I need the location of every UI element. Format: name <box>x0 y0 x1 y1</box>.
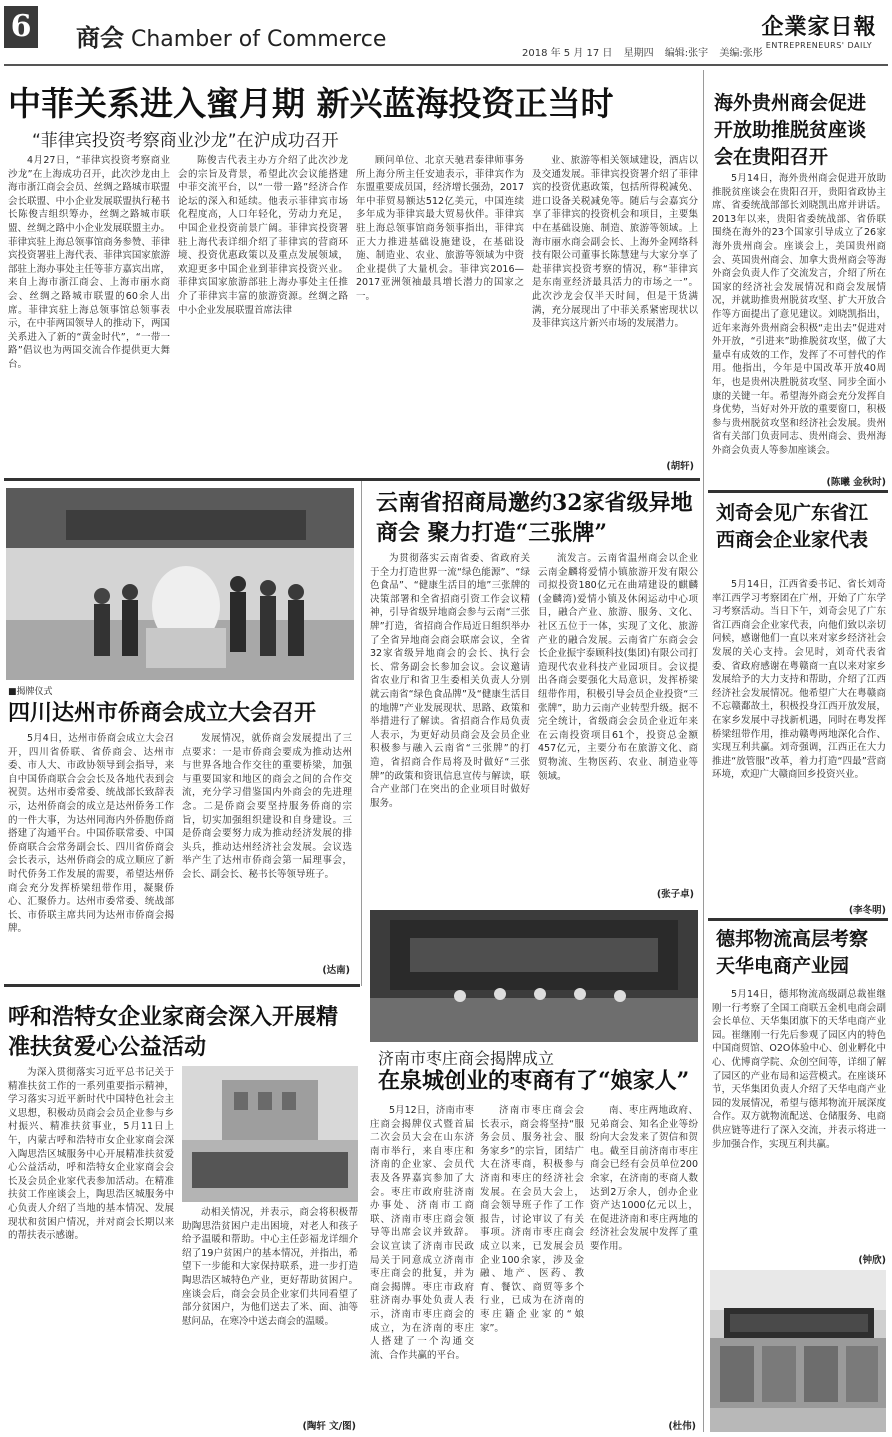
issue-meta <box>522 44 763 59</box>
lead-column-4 <box>532 154 698 454</box>
newspaper-logo <box>752 10 886 50</box>
storefront-illustration <box>710 1270 886 1432</box>
jinan-column-1 <box>370 1104 474 1432</box>
liu-text: 5月14日，江西省委书记、省长刘奇率江西学习考察团在广州，开始了广东学习考察活动。当日下午，刘奇会见了广东省江西商会企业家代表，向他们致以亲切问候，感谢他们一直以来对家乡经济社会发展的关心支持。会见时，刘奇代表省委、省政府感谢在粤赣商一直以来对家乡发展给予的大力支持和帮助，介绍了江西经济社会发展情况。他希望广大在粤赣商不忘赣鄱故土，积极投身江西开放发展，在家乡发展中寻找新机遇，同时在粤发挥桥梁纽带作用，推动赣粤两地深化合作、实现互利共赢。刘奇强调，江西正在大力推进“放管服”改革，着力打造“四最”营商环境，欢迎广大赣商回乡投资兴业。 <box>712 579 886 781</box>
section-title <box>76 18 386 53</box>
hohhot-col1-text: 为深入贯彻落实习近平总书记关于精准扶贫工作的一系列重要指示精神，学习落实习近平新时代中国特色社会主义思想，积极动员商会会员企业参与乡村振兴、精准扶贫事业，5月11日上午，内蒙古呼和浩特市女企业家商会深入陶思浩区城服务中心开展精准扶贫爱心公益活动，呼和浩特女企业家商会会长及会员企业家代表参加活动。在精准扶贫工作座谈会上，陶思浩区城服务中心负责人介绍了当地的基本情况、发展现状和贫困户情况，并对商会长期以来的帮扶表示感谢。 <box>8 1067 174 1242</box>
jinan-col1-text: 5月12日，济南市枣庄商会揭牌仪式暨首届二次会员大会在山东济南市举行，来自枣庄和济南的企业家、会员代表及各界嘉宾参加了大会。枣庄市政府驻济南办事处、济南市工商联、济南市枣庄商会领导等出席会议并致辞。会议宣读了济南市民政局关于同意成立济南市枣庄商会的批复，并为商会揭牌。枣庄市政府驻济南办事处负责人表示，济南市枣庄商会的成立，为在济南的枣庄人搭建了一个沟通交流、合作共赢的平台。 <box>370 1105 474 1361</box>
jinan-column-3 <box>590 1104 698 1408</box>
dazhou-column-2 <box>182 732 352 958</box>
debang-byline: (钟欣) <box>858 1255 886 1266</box>
debang-text: 5月14日，德邦物流高级副总裁崔继刚一行考察了全国工商联五金机电商会副会长单位、天华集团旗下的天华电商产业园。崔继刚一行先后参观了园区内的特色中国商贸馆、O2O体验中心、创业孵化中心、优博商学院、众创空间等，详细了解了园区的产业布局和运营模式。在座谈环节，天华集团负责人介绍了天华电商产业园的发展情况，希望与德邦物流开展深度合作。双方就物流配送、仓储服务、电商供应链等进行了深入交流，并表示将进一步加强合作，实现互利共赢。 <box>712 989 886 1150</box>
yunnan-col2-text: 流发言。云南省温州商会以企业云南金麟将爱情小镇旅游开发有限公司拟投资180亿元在曲靖建设的麒麟(金麟湾)爱情小镇及休闲运动中心项目，融合产业、旅游、服务、文化、社区五位于一体，实现了文化、旅游产业的融合发展。云南省广东商会会长企业振宇泰顾科技(集团)有限公司打造现代农业科技产业园项目。会议提出各商会要强化大局意识，发挥桥梁纽带作用，积极引导会员企业投资“三张牌”，助力云南产业转型升级。据不完全统计，省级商会会员企业近年来在云南投资项目61个，投资总金额457亿元，主要分布在旅游文化、商贸物流、生物医药、农业、制造业等领域。 <box>538 553 698 782</box>
debang-headline: 德邦物流高层考察天华电商产业园 <box>716 928 869 977</box>
editor-credit: 编辑:张宇 <box>664 48 709 59</box>
liu-body <box>712 578 886 896</box>
jinan-column-2 <box>480 1104 584 1432</box>
page-number: 6 <box>4 6 38 48</box>
dazhou-byline: (达南) <box>322 965 350 976</box>
liu-byline: (李冬明) <box>848 905 886 916</box>
mid-column-divider <box>361 480 362 986</box>
lead-column-2 <box>178 154 348 472</box>
hohhot-photo <box>182 1066 358 1202</box>
dazhou-photo <box>6 488 354 680</box>
hohhot-headline: 呼和浩特女企业家商会深入开展精准扶贫爱心公益活动 <box>8 1004 339 1060</box>
guizhou-byline: (陈曦 金秋时) <box>826 477 886 488</box>
lead-col1-text: 4月27日，“菲律宾投资考察商业沙龙”在上海成功召开，此次沙龙由上海市浙江商会会员、丝绸之路城市联盟会长联盟、中小企业发展联盟执行秘书长陈俊吉组织筹办，丝绸之路城市联盟、丝绸之路中小企业发展联盟主办。菲律宾驻上海总领事馆商务参赞、菲律宾投资署驻上海代表、菲律宾国家旅游部驻上海办事处主任等菲方嘉宾出席，来自上海市浙江商会、上海市丽水商会、丝绸之路城市联盟的60余人出席。菲律宾驻上海总领事馆总领事表示，在中菲两国领导人的推动下，两国关系进入了新的“黄金时代”，“一带一路”倡议也为两国交流合作提供更大舞台。 <box>8 155 170 370</box>
lead-subhead: “菲律宾投资考察商业沙龙”在沪成功召开 <box>32 131 339 151</box>
section-title-en: Chamber of Commerce <box>131 27 387 52</box>
issue-date: 2018 年 5 月 17 日 <box>522 48 613 59</box>
yunnan-headline: 云南省招商局邀约32家省级异地商会 聚力打造“三张牌” <box>376 490 693 546</box>
lead-col3-text: 顾问单位、北京天驰君泰律师事务所上海分所主任安迪表示，菲律宾作为东盟重要成员国，经济增长强劲，2017年中菲贸易额达512亿美元，中国连续多年成为菲律宾最大贸易伙伴。菲律宾驻上海总领事馆商务领事指出，菲律宾正大力推进基础设施建设，在基础设施、制造业、农业、旅游等领域为中资企业提供了大量机会。菲律宾2016—2017亚洲领袖最具增长潜力的国家之一。 <box>356 155 524 302</box>
designer-credit: 美编:张彤 <box>719 48 763 59</box>
liu-headline: 刘奇会见广东省江西商会企业家代表 <box>716 502 869 551</box>
jinan-subhead: 济南市枣庄商会揭牌成立 <box>378 1049 555 1068</box>
guizhou-headline: 海外贵州商会促进开放助推脱贫座谈会在贵阳召开 <box>714 92 867 168</box>
lead-column-3 <box>356 154 524 472</box>
hohhot-col2-text: 动相关情况，并表示，商会将积极帮助陶思浩贫困户走出困境，对老人和孩子给予温暖和帮助。中心主任彭福龙详细介绍了19户贫困户的基本情况，并指出，希望下一步能和大家保持联系，进一步打造陶思浩区城特色产业，更好帮助贫困户。座谈会后，商会会员企业家们共同看望了部分贫困户，为他们送去了米、面、油等慰问品，在寒冷中送去商会的温暖。 <box>182 1207 358 1327</box>
lead-column-1 <box>8 154 170 472</box>
yunnan-column-1 <box>370 552 530 880</box>
hohhot-column-1 <box>8 1066 174 1432</box>
lead-headline: 中菲关系进入蜜月期 新兴蓝海投资正当时 <box>8 84 614 123</box>
dazhou-col1-text: 5月4日，达州市侨商会成立大会召开，四川省侨联、省侨商会、达州市委、市人大、市政协领导到会指导，来自中国侨商联合会会长及各地代表到会祝贺。达州市委常委、统战部长致辞表示，达州侨商会的成立是达州侨务工作的一件大事，为达州同海内外侨胞侨商搭建了沟通平台。中国侨联常委、中国侨商联合会常务副会长、四川省侨商会会长表示，达州侨商会的成立顺应了新时代侨务工作发展的需要，希望达州侨商会充分发挥桥梁纽带作用，凝聚侨心、汇聚侨力。达州市委常委、统战部长、市侨联主席共同为达州市侨商会揭牌。 <box>8 733 174 935</box>
dazhou-headline: 四川达州市侨商会成立大会召开 <box>8 700 317 726</box>
lead-col4-text: 业、旅游等相关领域建设，酒店以及交通发展。菲律宾投资署介绍了菲律宾的投资优惠政策，包括所得税减免、进口设备关税减免等。随后与会嘉宾分享了菲律宾的投资机会和项目，主要集中在基础设施、制造、旅游等领域。上海市丽水商会副会长、上海外金网络科技有限公司董事长陈慧建与大家分享了赴菲律宾投资考察的情况，称“菲律宾是东南亚经济最具活力的市场之一”。此次沙龙会仅半天时间，但是干货满满，充分展现出了中菲关系紧密现状以及菲律宾这片新兴市场的发展潜力。 <box>532 155 698 330</box>
debang-photo <box>710 1270 886 1432</box>
guizhou-text: 5月14日，海外贵州商会促进开放助推脱贫座谈会在贵阳召开，贵阳省政协主席、省委统战部部长刘晓凯出席并讲话。2013年以来，贵阳省委统战部、省侨联围绕在海外的23个国家引导成立了26家海外贵州商会。座谈会上，美国贵州商会、英国贵州商会、加拿大贵州商会等海外商会负责人作了交流发言，介绍了所在国家的经济社会发展情况和商会发展情况，并就助推贵州脱贫攻坚、扩大开放合作等方面提出了意见建议。刘晓凯指出，近年来海外贵州商会积极“走出去”促进对外开放，“引进来”助推脱贫攻坚，做了大量卓有成效的工作，发挥了不可替代的作用。他指出，今年是中国改革开放40周年，也是贵州决胜脱贫攻坚、同步全面小康的关键一年。希望海外商会充分发挥自身优势，当好对外开放的重要窗口，积极参与贵州脱贫攻坚和经济社会发展。贵州省有关部门负责同志、贵州商会、贵州海外商会负责人等参加座谈会。 <box>712 173 886 456</box>
yunnan-column-2 <box>538 552 698 880</box>
guizhou-bottom-rule <box>708 490 888 493</box>
stage-ceremony-illustration <box>370 910 698 1042</box>
logo-en: ENTREPRENEURS' DAILY <box>765 41 873 50</box>
guizhou-body <box>712 172 886 468</box>
jinan-col3-text: 南、枣庄两地政府、兄弟商会、知名企业等纷纷向大会发来了贺信和贺电。截至目前济南市枣庄商会已经有会员单位200余家，在济南的枣商人数达到2万余人，创办企业资产达1000亿元以上，在促进济南和枣庄两地的经济社会发展中发挥了重要作用。 <box>590 1105 698 1252</box>
group-photo-illustration <box>182 1066 358 1202</box>
hohhot-byline: (陶轩 文/图) <box>302 1421 356 1432</box>
yunnan-col1-text: 为贯彻落实云南省委、省政府关于全力打造世界一流“绿色能源”、“绿色食品”、“健康生活目的地”三张牌的决策部署和全省招商引资工作会议精神，引导省级异地商会参与云南“三张牌”打造，省招商合作局近日组织举办了全省异地商会商会联席会议，全省32家省级异地商会的会长、执行会长、常务副会长参加会议。会议邀请省农业厅和省卫生委相关负责人分别就云南省“绿色食品牌”及“健康生活目的地牌”产业发展现状、思路、政策和举措进行了解读。省招商合作局负责人表示，为更好动员商会及会员企业积极参与融入云南省“三张牌”的打造，省招商合作局将及时做好“三张牌”的政策和资讯信息宣传与解读，联合产业部门在突出的企业项目时做好服务。 <box>370 553 530 809</box>
lead-byline: (胡轩) <box>666 461 694 472</box>
logo-cn: 企業家日報 <box>761 14 877 40</box>
debang-body <box>712 988 886 1248</box>
jinan-headline: 在泉城创业的枣商有了“娘家人” <box>378 1068 690 1094</box>
jinan-byline: (杜伟) <box>668 1421 696 1432</box>
jinan-photo <box>370 910 698 1042</box>
hohhot-column-2 <box>182 1206 358 1412</box>
right-column-divider <box>703 70 704 1432</box>
dazhou-caption: ■揭牌仪式 <box>8 687 53 697</box>
jinan-col2-text: 济南市枣庄商会会长表示，商会将坚持“服务会员、服务社会、服务家乡”的宗旨，团结广大在济枣商，积极参与济南和枣庄的经济社会发展。在会员大会上，商会领导班子作了工作报告，讨论审议了有关事项。济南市枣庄商会成立以来，已发展会员企业100余家，涉及金融、地产、医药、教育、餐饮、商贸等多个行业，已成为在济南的枣庄籍企业家的“娘家”。 <box>480 1105 584 1334</box>
dazhou-col2-text: 发展情况，就侨商会发展提出了三点要求：一是市侨商会要成为推动达州与世界各地合作交往的重要桥梁，加强与重要国家和地区的商会之间的合作交流，充分学习借鉴国内外商会的先进理念。二是侨商会要坚持服务侨商的宗旨，切实加强组织建设和自身建设。三是侨商会要努力成为推动经济发展的排头兵，推动达州经济社会发展。会议选举产生了达州市侨商会第一届理事会，会长、副会长、秘书长等领导班子。 <box>182 733 352 880</box>
header-rule <box>4 64 888 66</box>
lead-col2-text: 陈俊吉代表主办方介绍了此次沙龙会的宗旨及背景，希望此次会议能搭建中菲交流平台，以“一带一路”经济合作论坛的深入和延续。他表示菲律宾市场化程度高，人口年轻化，劳动力充足，中国企业投资前景广阔。菲律宾投资署驻上海代表详细介绍了菲律宾的营商环境、投资优惠政策以及重点发展领域，欢迎更多中国企业到菲律宾投资兴业。菲律宾国家旅游部驻上海办事处主任推介了菲律宾丰富的旅游资源。丝绸之路中小企业发展联盟首席法律 <box>178 155 348 316</box>
dazhou-column-1 <box>8 732 174 976</box>
yunnan-byline: (张子卓) <box>656 889 694 900</box>
dazhou-bottom-rule <box>4 984 360 987</box>
issue-weekday: 星期四 <box>623 48 654 59</box>
lead-bottom-rule <box>4 478 700 481</box>
liu-bottom-rule <box>708 918 888 921</box>
unveiling-ceremony-illustration <box>6 488 354 680</box>
section-title-cn: 商会 <box>76 23 124 52</box>
